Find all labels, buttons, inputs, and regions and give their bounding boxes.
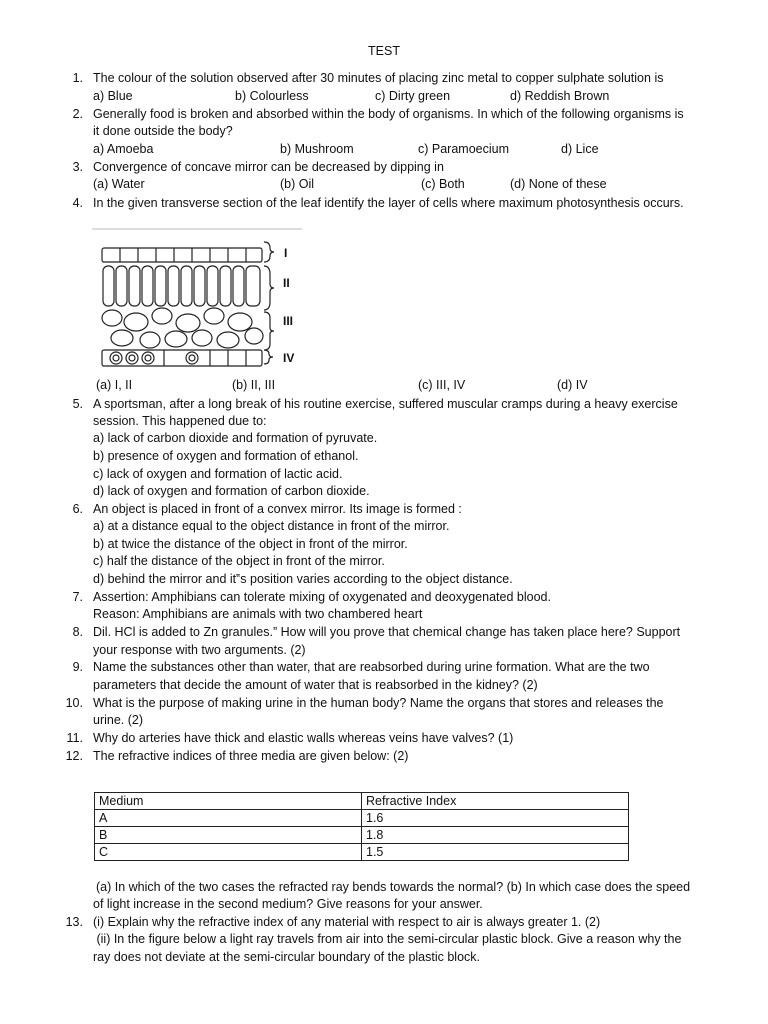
table-header: Refractive Index (362, 793, 629, 810)
table-cell: C (95, 844, 362, 861)
option-b: b) presence of oxygen and formation of ethanol. (93, 449, 359, 463)
option-c: c) half the distance of the object in front of the mirror. (93, 554, 385, 568)
option-b: b) at twice the distance of the object in front of the mirror. (93, 537, 408, 551)
question-number: 8. (72, 625, 83, 639)
question-text: Convergence of concave mirror can be decreased by dipping in (93, 160, 444, 174)
option-d: (d) None of these (510, 177, 607, 191)
question-number: 11. (66, 731, 83, 745)
question-text: of light increase in the second medium? Give reasons for your answer. (93, 897, 483, 911)
option-c: c) Paramoecium (418, 142, 509, 156)
question-text: Name the substances other than water, that are reabsorbed during urine formation. What are the two (93, 660, 650, 674)
question-text: Generally food is broken and absorbed within the body of organisms. In which of the following organisms is (93, 107, 684, 121)
option-b: b) Colourless (235, 89, 309, 103)
question-text: In the given transverse section of the leaf identify the layer of cells where maximum photosynthesis occurs. (93, 196, 684, 210)
question-text: it done outside the body? (93, 124, 233, 138)
question-text: Reason: Amphibians are animals with two chambered heart (93, 607, 423, 621)
question-text: The colour of the solution observed after 30 minutes of placing zinc metal to copper sulphate solution is (93, 71, 664, 85)
question-text: The refractive indices of three media are given below: (2) (93, 749, 409, 763)
option-b: (b) Oil (280, 177, 315, 191)
question-text: Why do arteries have thick and elastic walls whereas veins have valves? (1) (93, 731, 514, 745)
question-number: 10. (65, 696, 83, 710)
table-row (95, 844, 629, 861)
option-d: d) Lice (561, 142, 599, 156)
question-number: 12. (65, 749, 83, 763)
question-number: 7. (72, 590, 83, 604)
option-d: d) lack of oxygen and formation of carbon dioxide. (93, 484, 370, 498)
table-cell: A (95, 810, 362, 827)
option-b: b) Mushroom (280, 142, 354, 156)
question-number: 6. (72, 502, 83, 516)
table-header: Medium (95, 793, 362, 810)
layer-label-4: IV (283, 351, 295, 365)
question-text: What is the purpose of making urine in the human body? Name the organs that stores and releases the (93, 696, 664, 710)
option-a: a) lack of carbon dioxide and formation of pyruvate. (93, 431, 378, 445)
option-a: a) Blue (93, 89, 133, 103)
option-d: (d) IV (557, 378, 588, 392)
option-c: c) lack of oxygen and formation of lactic acid. (93, 467, 343, 481)
question-text: (a) In which of the two cases the refracted ray bends towards the normal? (b) In which case does the speed (96, 880, 691, 894)
layer-label-3: III (283, 314, 294, 328)
question-text: ray does not deviate at the semi-circular boundary of the plastic block. (93, 950, 481, 964)
question-text: Dil. HCl is added to Zn granules.” How will you prove that chemical change has taken place here? Support (93, 625, 681, 639)
table-cell: B (95, 827, 362, 844)
question-text: An object is placed in front of a convex mirror. Its image is formed : (93, 502, 462, 516)
leaf-cross-section-diagram (92, 226, 304, 378)
question-text: parameters that decide the amount of water that is reabsorbed in the kidney? (2) (93, 678, 538, 692)
option-a: a) at a distance equal to the object distance in front of the mirror. (93, 519, 450, 533)
option-c: (c) Both (421, 177, 465, 191)
table-header-row (95, 793, 629, 810)
page-title: TEST (368, 44, 400, 58)
option-c: (c) III, IV (418, 378, 466, 392)
question-number: 9. (72, 660, 83, 674)
option-d: d) Reddish Brown (510, 89, 610, 103)
table-row (95, 810, 629, 827)
option-a: a) Amoeba (93, 142, 154, 156)
option-a: (a) Water (93, 177, 145, 191)
table-cell: 1.6 (362, 810, 629, 827)
question-text: your response with two arguments. (2) (93, 643, 306, 657)
question-text: (ii) In the figure below a light ray travels from air into the semi-circular plastic block. Give a reason why the (93, 932, 682, 946)
question-number: 1. (72, 71, 83, 85)
question-number: 5. (72, 397, 83, 411)
refractive-index-table (94, 792, 629, 861)
question-number: 13. (65, 915, 83, 929)
question-text: urine. (2) (93, 713, 144, 727)
question-text: Assertion: Amphibians can tolerate mixing of oxygenated and deoxygenated blood. (93, 590, 551, 604)
question-text: session. This happened due to: (93, 414, 267, 428)
option-d: d) behind the mirror and it‟s position varies according to the object distance. (93, 572, 513, 586)
option-c: c) Dirty green (375, 89, 451, 103)
table-cell: 1.8 (362, 827, 629, 844)
option-b: (b) II, III (232, 378, 276, 392)
layer-label-1: I (284, 246, 288, 260)
question-number: 2. (72, 107, 83, 121)
question-number: 3. (72, 160, 83, 174)
question-text: A sportsman, after a long break of his routine exercise, suffered muscular cramps during a heavy exercise (93, 397, 678, 411)
question-text: (i) Explain why the refractive index of any material with respect to air is always greater 1. (2) (93, 915, 601, 929)
option-a: (a) I, II (96, 378, 133, 392)
question-number: 4. (72, 196, 83, 210)
table-cell: 1.5 (362, 844, 629, 861)
table-row (95, 827, 629, 844)
layer-label-2: II (283, 276, 290, 290)
